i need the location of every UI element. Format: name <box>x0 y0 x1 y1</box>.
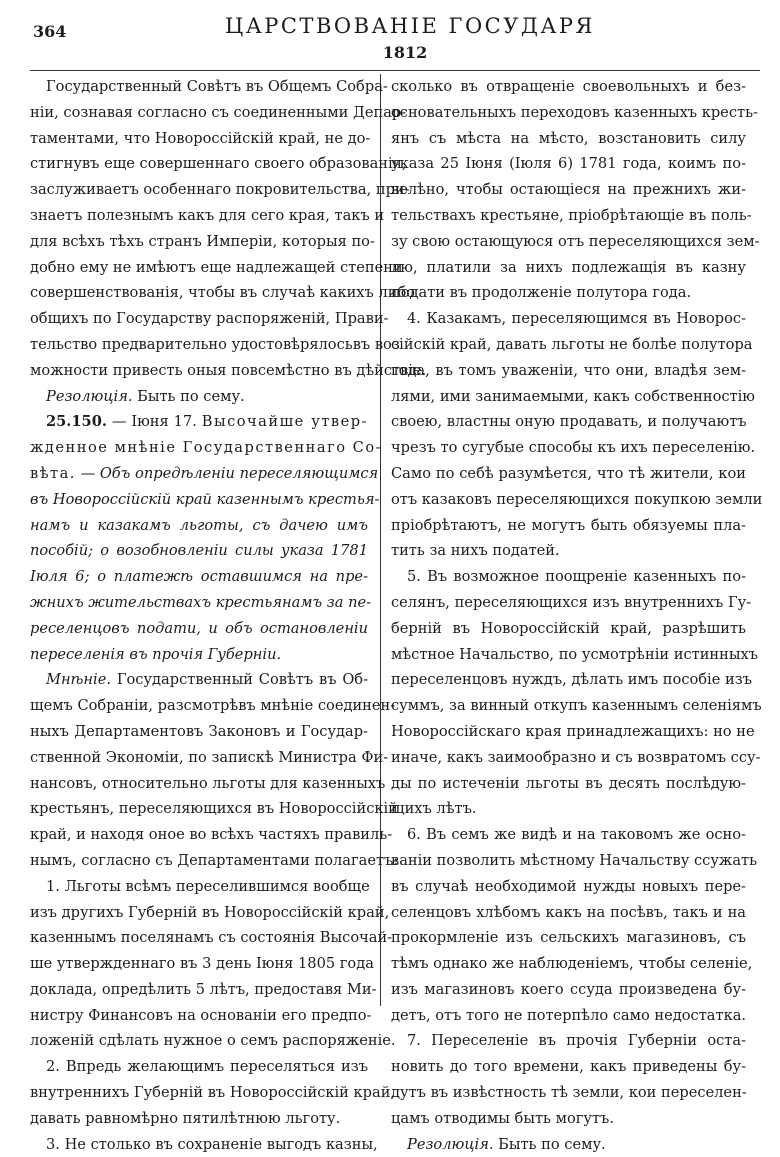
text-line <box>391 874 746 900</box>
year-heading: 1812 <box>382 43 428 62</box>
text-run: Іюля 6; о платежѣ оставшимся на пре- <box>30 568 368 586</box>
text-line <box>391 719 755 745</box>
text-run: переселенія въ прочія Губерніи. <box>30 645 282 663</box>
text-line <box>391 306 746 332</box>
text-line <box>391 977 746 1003</box>
text-line <box>30 306 389 332</box>
text-line <box>391 435 756 461</box>
text-run: ныхъ Департаментовъ Законовъ и Государ- <box>30 722 368 740</box>
text-run: — Іюня 17. <box>106 413 202 431</box>
text-line <box>391 74 746 100</box>
text-line <box>30 1080 396 1106</box>
text-line <box>391 384 755 410</box>
text-line <box>30 590 372 616</box>
text-run: нансовъ, относительно льготы для казенныхъ <box>30 774 386 792</box>
text-line <box>30 977 377 1003</box>
text-line <box>391 203 752 229</box>
text-run: Новороссійскаго края принадлежащихъ: но не <box>391 722 755 740</box>
text-line <box>391 513 746 539</box>
text-line <box>30 177 410 203</box>
text-run: детъ, отъ того не потерпѣло само недостатка. <box>391 1006 747 1024</box>
text-line <box>391 848 758 874</box>
text-line <box>30 796 398 822</box>
text-run: можности привесть оныя повсемѣстно въ дѣйствіе. <box>30 361 427 379</box>
text-run: берній въ Новороссійскій край, разрѣшить <box>391 619 746 637</box>
text-run: ніи, сознавая согласно съ соединенными Депар- <box>30 103 407 121</box>
text-line <box>391 693 762 719</box>
text-run: добно ему не имѣютъ еще надлежащей степени <box>30 258 403 276</box>
text-run: вѣта. <box>30 464 76 482</box>
page-number: 364 <box>33 22 67 41</box>
text-line <box>391 100 758 126</box>
text-line <box>30 616 368 642</box>
text-run: основательныхъ переходовъ казенныхъ кресть- <box>391 103 758 121</box>
text-run: мѣстное Начальство, по усмотрѣніи истинныхъ <box>391 645 759 663</box>
text-run: суммъ, за винный откупъ казеннымъ селеніямъ <box>391 697 762 715</box>
text-run: тѣмъ однако же наблюденіемъ, чтобы селеніе, <box>391 955 753 973</box>
text-line <box>391 1132 746 1157</box>
text-run: Само по себѣ разумѣется, что тѣ жители, кои <box>391 464 746 482</box>
text-run: щихъ лѣтъ. <box>391 800 477 818</box>
text-line <box>391 1003 746 1029</box>
text-line <box>391 667 752 693</box>
text-line <box>30 358 427 384</box>
text-run: жденное мнѣніе Государственнаго Со- <box>30 439 383 457</box>
text-line <box>391 487 763 513</box>
text-line <box>391 358 746 384</box>
text-run: реселенцовъ подати, и объ остановленіи <box>30 619 368 637</box>
text-run: года, въ томъ уваженіи, что они, владѣя зем- <box>391 361 746 379</box>
text-run: нымъ, согласно съ Департаментами полагаетъ: <box>30 851 399 869</box>
text-run: прокормленіе изъ сельскихъ магазиновъ, съ <box>391 929 746 947</box>
header-rule <box>30 70 760 71</box>
text-run: янъ съ мѣста на мѣсто, возстановить силу <box>391 129 746 147</box>
text-line <box>391 1028 746 1054</box>
text-line <box>30 435 383 461</box>
text-run: Объ опредѣленіи переселяющимся <box>99 464 379 482</box>
text-run: чрезъ то сугубые способы къ ихъ переселенію. <box>391 439 756 457</box>
text-run: Высочайше утвер- <box>201 413 368 431</box>
right-column <box>391 74 763 1157</box>
text-run: давать равномѣрно пятилѣтнюю льготу. <box>30 1109 341 1127</box>
text-line <box>391 280 746 306</box>
text-line <box>30 384 368 410</box>
text-run: своею, властны оную продавать, и получаютъ <box>391 413 747 431</box>
text-run: отъ казаковъ переселяющихся покупкою земли <box>391 490 763 508</box>
text-line <box>30 229 375 255</box>
text-run: Резолюція. <box>46 387 133 405</box>
text-run: доклада, опредѣлить 5 лѣтъ, предоставя Ми- <box>30 980 377 998</box>
text-line <box>391 151 746 177</box>
text-run: ше утвержденнаго въ 3 день Іюня 1805 года <box>30 955 374 973</box>
text-line <box>30 1132 378 1157</box>
left-column <box>30 74 427 1157</box>
text-line <box>391 1054 746 1080</box>
text-run: сійскій край, давать льготы не болѣе полутора <box>391 335 753 353</box>
text-run: крестьянъ, переселяющихся въ Новороссійскій <box>30 800 398 818</box>
text-line <box>30 538 368 564</box>
text-run: намъ и казакамъ льготы, съ дачею имъ <box>30 516 368 534</box>
text-run: 4. Казакамъ, переселяющимся въ Новорос- <box>407 310 746 328</box>
text-run: совершенствованія, чтобы въ случаѣ какихъ либо <box>30 284 416 302</box>
text-run: 7. Переселеніе въ прочія Губерніи оста- <box>407 1032 746 1050</box>
text-run: знаетъ полезнымъ какъ для сего края, такъ и <box>30 206 385 224</box>
text-line <box>391 564 746 590</box>
text-run: Быть по сему. <box>493 1135 606 1153</box>
text-line <box>30 745 389 771</box>
text-line <box>30 900 390 926</box>
text-run: ственной Экономіи, по запискѣ Министра Фи- <box>30 748 389 766</box>
text-run: нистру Финансовъ на основаніи его предпо- <box>30 1006 372 1024</box>
text-line <box>391 796 746 822</box>
text-line <box>30 1054 368 1080</box>
text-run: Мнѣніе. <box>46 671 111 689</box>
text-run: пріобрѣтаютъ, не могутъ быть обязуемы пла- <box>391 516 746 534</box>
text-run: край, и находя оное во всѣхъ частяхъ правиль- <box>30 826 393 844</box>
text-line <box>391 900 746 926</box>
text-run: лю, платили за нихъ подлежащія въ казну <box>391 258 746 276</box>
text-run: Резолюція. <box>407 1135 494 1153</box>
text-line <box>391 745 761 771</box>
text-run: тельство предварительно удостовѣрялосьвъ воз <box>30 335 400 353</box>
text-line <box>30 203 385 229</box>
text-line <box>391 925 746 951</box>
text-run: лями, ими занимаемыми, какъ собственностію <box>391 387 755 405</box>
text-run: 25.150. <box>46 413 107 431</box>
text-line <box>30 693 396 719</box>
text-run: подати въ продолженіе полутора года. <box>391 284 692 302</box>
text-line <box>30 771 386 797</box>
text-line <box>391 409 746 435</box>
text-line <box>391 642 759 668</box>
text-run: дутъ въ извѣстность тѣ земли, кои переселен- <box>391 1084 747 1102</box>
text-line <box>391 822 746 848</box>
text-run: Государственный Совѣтъ въ Общемъ Собра- <box>46 78 388 95</box>
text-run: пособій; о возобновленіи силы указа 1781 <box>30 542 368 560</box>
text-run: заслуживаетъ особеннаго покровительства, при- <box>30 181 410 199</box>
text-run: внутреннихъ Губерній въ Новороссійскій край, <box>30 1084 396 1102</box>
text-run: изъ магазиновъ коего ссуда произведена бу- <box>391 980 746 998</box>
text-line <box>30 874 368 900</box>
text-line <box>30 100 407 126</box>
text-line <box>391 1106 746 1132</box>
text-line <box>30 151 407 177</box>
text-line <box>391 616 746 642</box>
text-run: новить до того времени, какъ приведены бу- <box>391 1058 746 1076</box>
text-run: иначе, какъ заимообразно и съ возвратомъ ссу- <box>391 748 761 766</box>
text-run: 5. Въ возможное поощреніе казенныхъ по- <box>407 568 746 586</box>
text-line <box>30 126 371 152</box>
text-run: общихъ по Государству распоряженій, Прави- <box>30 310 389 328</box>
text-line <box>391 255 746 281</box>
text-run: ложеній сдѣлать нужное о семъ распоряженіе. <box>30 1032 396 1050</box>
text-run: 2. Впредь желающимъ переселяться изъ <box>46 1058 368 1076</box>
text-line <box>391 126 746 152</box>
text-line <box>30 280 416 306</box>
text-line <box>30 409 368 435</box>
text-run: казеннымъ поселянамъ съ состоянія Высочай- <box>30 929 393 947</box>
text-run: переселенцовъ нуждъ, дѣлать имъ пособіе изъ <box>391 671 752 689</box>
text-line <box>30 642 368 668</box>
text-run: указа 25 Іюня (Іюля 6) 1781 года, коимъ по- <box>391 155 746 173</box>
text-line <box>30 667 368 693</box>
text-line <box>391 229 760 255</box>
text-run: для всѣхъ тѣхъ странъ Имперіи, которыя по- <box>30 232 375 250</box>
text-run: стигнувъ еще совершеннаго своего образованія, <box>30 155 407 173</box>
text-line <box>30 332 400 358</box>
text-line <box>391 332 753 358</box>
text-line <box>391 771 746 797</box>
text-line <box>391 177 746 203</box>
text-run: 6. Въ семъ же видѣ и на таковомъ же осно- <box>407 826 746 844</box>
text-run: зу свою остающуюся отъ переселяющихся зем- <box>391 232 760 250</box>
text-run: — <box>75 464 100 482</box>
text-line <box>30 719 368 745</box>
text-run: 3. Не столько въ сохраненіе выгодъ казны, <box>46 1135 378 1153</box>
text-line <box>30 487 380 513</box>
text-line <box>30 513 368 539</box>
text-run: таментами, что Новороссійскій край, не до- <box>30 129 371 147</box>
text-run: въ Новороссійскій край казеннымъ крестья- <box>30 490 380 508</box>
text-run: тельствахъ крестьяне, пріобрѣтающіе въ поль- <box>391 206 752 224</box>
text-line <box>391 461 746 487</box>
text-run: щемъ Собраніи, разсмотрѣвъ мнѣніе соединен- <box>30 697 396 715</box>
text-line <box>30 951 374 977</box>
text-line <box>391 951 753 977</box>
text-run: селянъ, переселяющихся изъ внутреннихъ Гу- <box>391 593 752 611</box>
text-run: Государственный Совѣтъ въ Об- <box>111 671 368 689</box>
text-line <box>30 1028 396 1054</box>
text-run: жнихъ жительствахъ крестьянамъ за пе- <box>30 593 372 611</box>
text-line <box>30 848 399 874</box>
text-line <box>30 461 379 487</box>
text-line <box>30 564 368 590</box>
text-run: Быть по сему. <box>132 387 245 405</box>
text-run: 1. Льготы всѣмъ переселившимся вообще <box>46 877 370 895</box>
text-run: велѣно, чтобы остающіеся на прежнихъ жи- <box>391 181 746 199</box>
text-line <box>30 822 393 848</box>
text-line <box>30 1003 372 1029</box>
text-run: ды по истеченіи льготы въ десять послѣдую- <box>391 774 746 792</box>
text-run: цамъ отводимы быть могутъ. <box>391 1109 614 1127</box>
running-title: ЦАРСТВОВАНІЕ ГОСУДАРЯ <box>225 14 595 38</box>
text-run: въ случаѣ необходимой нужды новыхъ пере- <box>391 877 746 895</box>
text-line <box>391 538 746 564</box>
text-run: сколько въ отвращеніе своевольныхъ и без- <box>391 78 746 95</box>
text-line <box>30 1106 368 1132</box>
text-line <box>391 590 752 616</box>
text-line <box>30 925 393 951</box>
text-line <box>391 1080 746 1106</box>
text-line <box>30 255 403 281</box>
text-run: селенцовъ хлѣбомъ какъ на посѣвъ, такъ и на <box>391 903 746 921</box>
text-run: изъ другихъ Губерній въ Новороссійскій край, <box>30 903 390 921</box>
text-line <box>30 74 388 100</box>
text-run: тить за нихъ податей. <box>391 542 560 560</box>
text-run: ваніи позволить мѣстному Начальству ссужать <box>391 851 758 869</box>
